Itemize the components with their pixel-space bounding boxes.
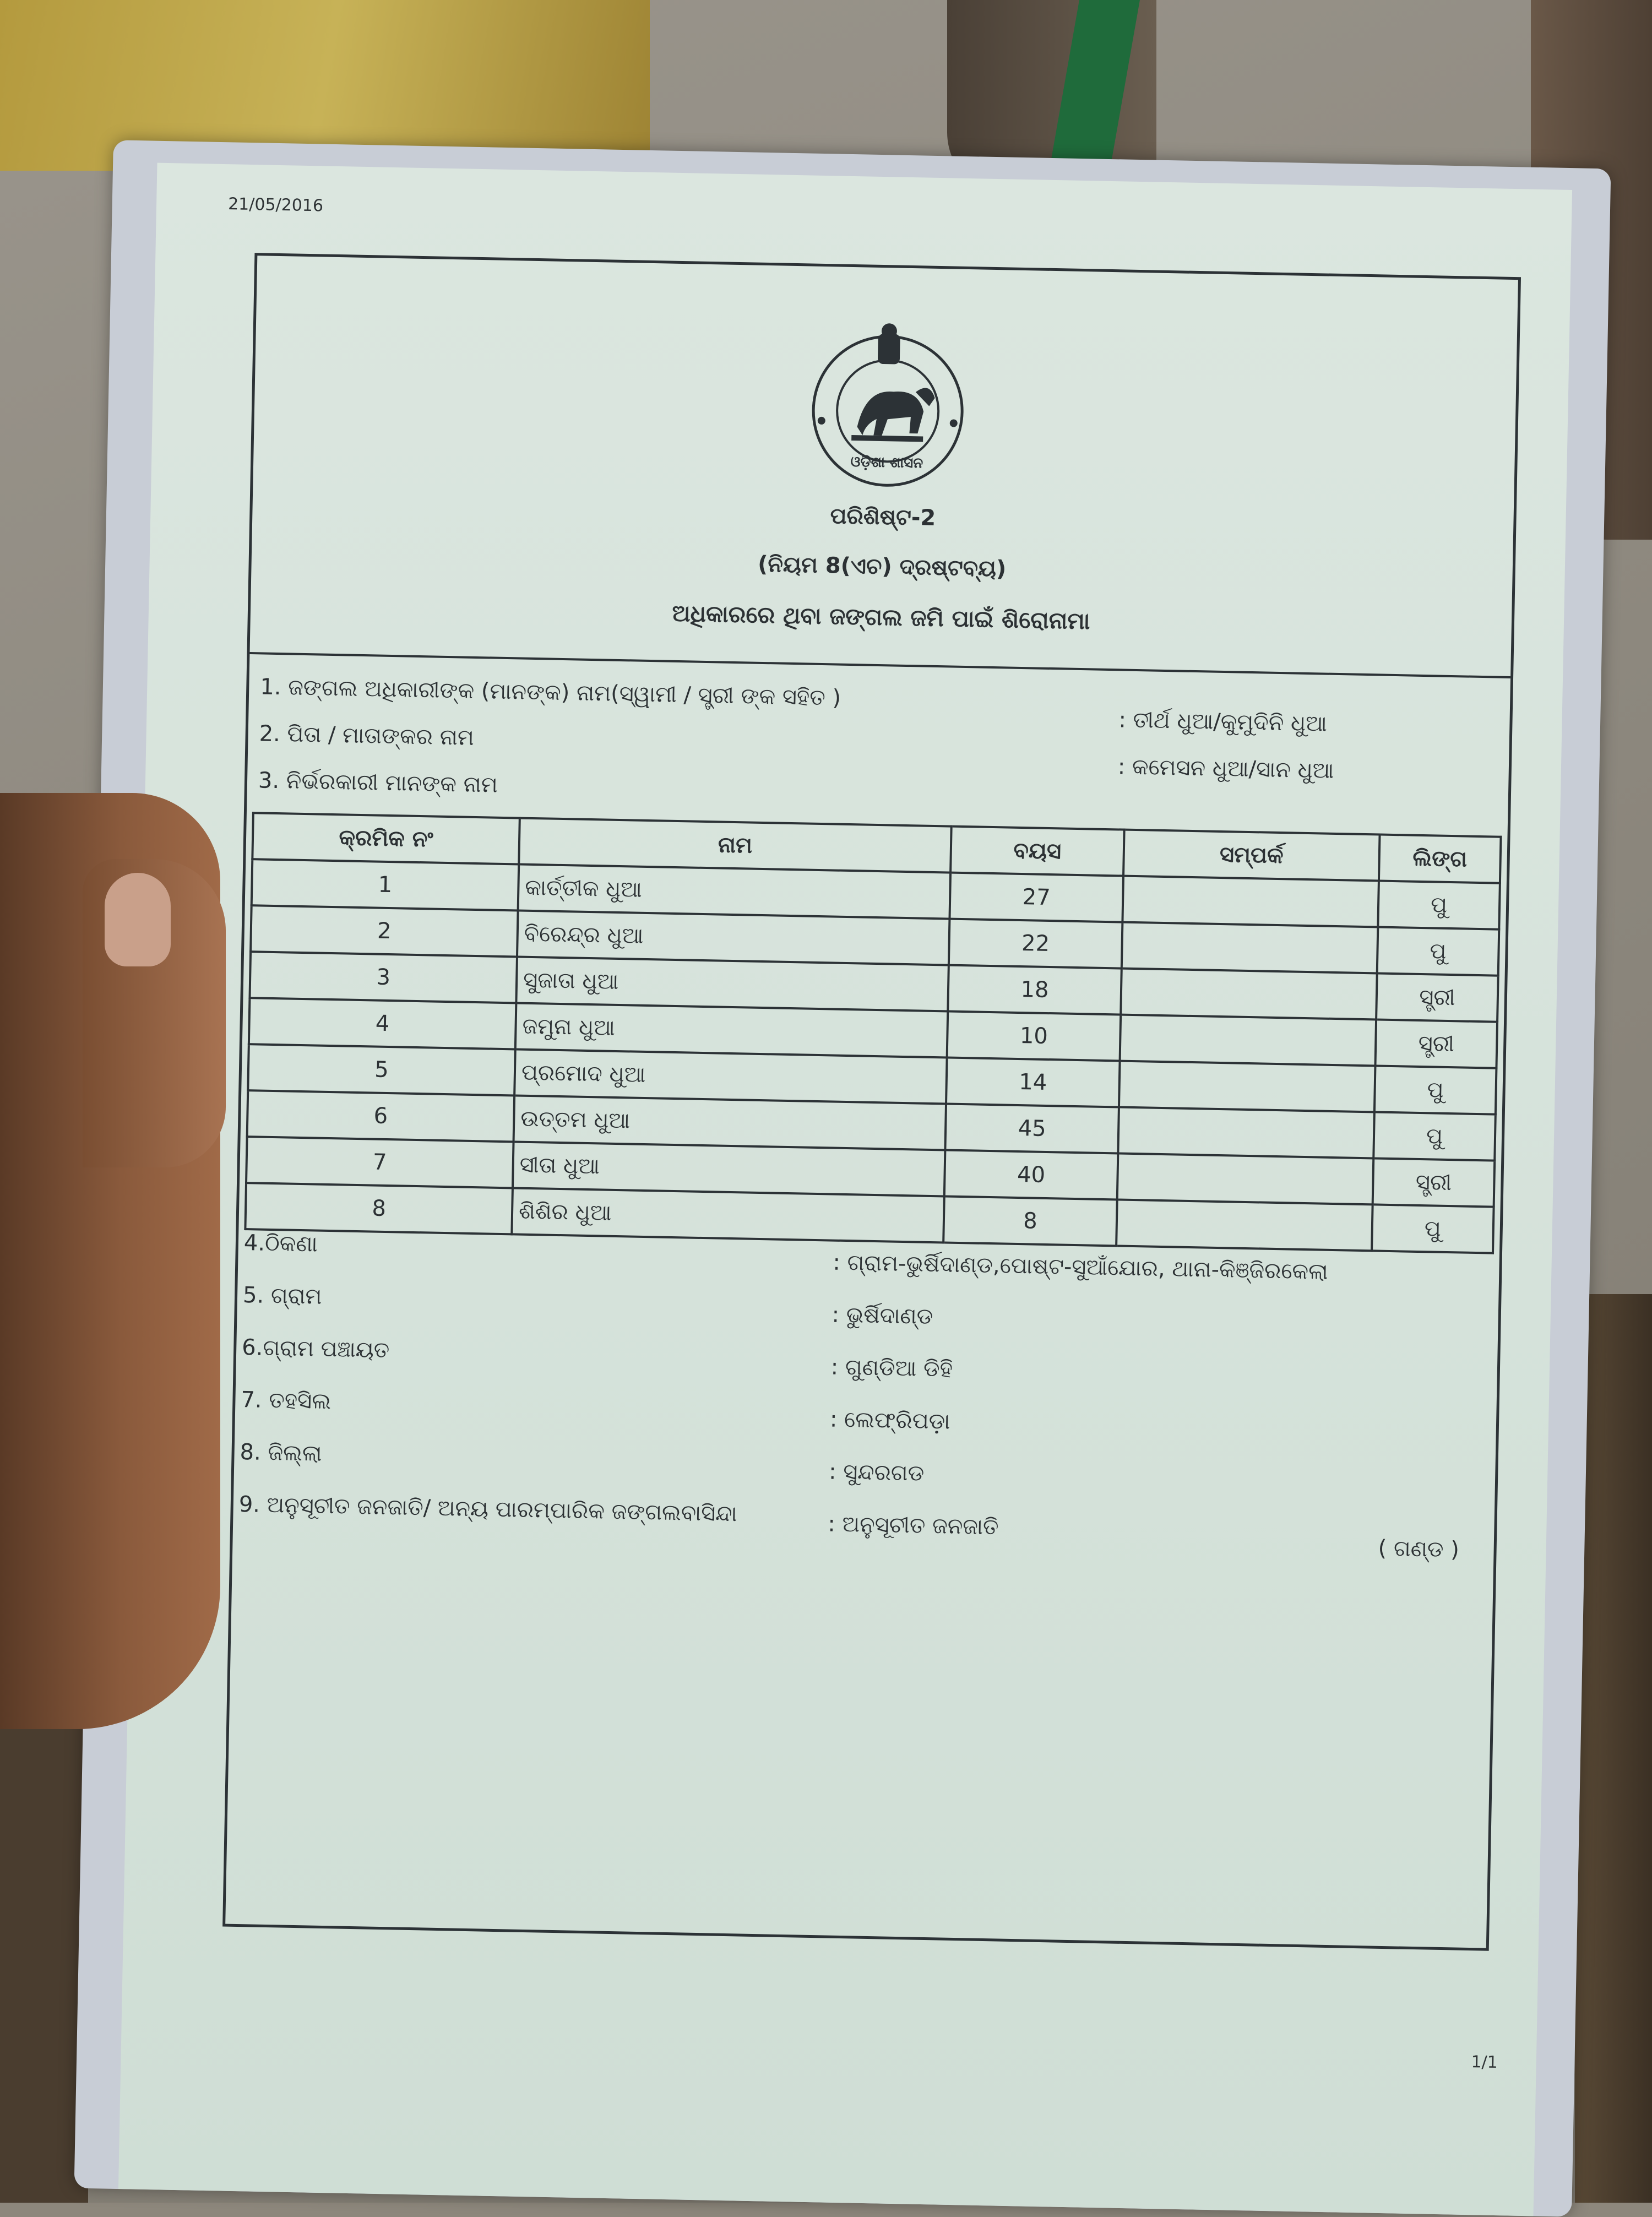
cell-name: ସୀତା ଧୁଆ: [513, 1142, 945, 1196]
cell-name: ପ୍ରମୋଦ ଧୁଆ: [514, 1049, 947, 1104]
field-3-label: 3. ନିର୍ଭରକାରୀ ମାନଙ୍କ ନାମ: [258, 768, 498, 798]
cell-sex: ପୁ: [1373, 1112, 1496, 1160]
field-8-label: 8. ଜିଲ୍ଲା: [240, 1439, 322, 1466]
field-6-label: 6.ଗ୍ରାମ ପଞ୍ଚାୟତ: [241, 1335, 390, 1363]
document-frame: [222, 253, 1521, 1951]
cell-age: 8: [943, 1196, 1117, 1246]
cell-serial: 2: [251, 905, 518, 957]
page-number: 1/1: [1471, 2052, 1498, 2073]
cell-sex: ପୁ: [1378, 881, 1500, 929]
cell-serial: 1: [252, 859, 519, 910]
cell-age: 22: [949, 919, 1123, 969]
cell-age: 45: [945, 1104, 1119, 1153]
field-1-label: 1. ଜଙ୍ଗଲ ଅଧିକାରୀଙ୍କ (ମାନଙ୍କ) ନାମ(ସ୍ୱାମୀ / ସ୍ତ୍ରୀ ଙ୍କ ସହିତ ): [259, 674, 841, 711]
header-sex: ଲିଙ୍ଗ: [1379, 835, 1501, 883]
cell-relation: [1116, 1199, 1373, 1251]
cell-name: ଉତ୍ତମ ଧୁଆ: [514, 1095, 946, 1150]
header-serial: କ୍ରମିକ ନଂ: [252, 813, 520, 864]
cell-sex: ସ୍ତ୍ରୀ: [1376, 973, 1498, 1021]
cell-relation: [1120, 1015, 1377, 1066]
cell-name: ଜମୁନା ଧୁଆ: [515, 1003, 948, 1057]
emblem-text-bottom: ଓଡ଼ିଶା ଶାସନ: [850, 453, 923, 472]
field-4-value: : ଗ୍ରାମ-ଭୁର୍ଷିଦାଣ୍ଡ,ପୋଷ୍ଟ-ସୁଆଁଯୋର, ଥାନା-କିଞ୍ଜିରକେଲା: [833, 1249, 1329, 1285]
document-page: [118, 163, 1572, 2216]
cell-name: କାର୍ତ୍ତୀକ ଧୁଆ: [518, 865, 950, 919]
header-age: ବୟସ: [950, 827, 1124, 876]
cell-relation: [1121, 969, 1377, 1020]
thumbnail: [105, 873, 171, 966]
cell-age: 14: [946, 1058, 1120, 1107]
cell-sex: ପୁ: [1377, 927, 1499, 975]
cell-sex: ପୁ: [1372, 1204, 1494, 1253]
field-2-value: : କମେସନ ଧୁଆ/ସାନ ଧୁଆ: [1117, 754, 1334, 784]
tribe-note: ( ଗଣ୍ଡ ): [1378, 1535, 1460, 1563]
cell-relation: [1119, 1061, 1376, 1112]
cell-relation: [1122, 922, 1378, 974]
field-2-label: 2. ପିତା / ମାତାଙ୍କର ନାମ: [259, 721, 475, 751]
cell-age: 18: [948, 965, 1122, 1015]
cell-relation: [1122, 876, 1379, 927]
field-9-label: 9. ଅନୁସୂଚୀତ ଜନଜାତି/ ଅନ୍ୟ ପାରମ୍ପାରିକ ଜଙ୍ଗଲବାସିନ୍ଦା: [238, 1491, 738, 1527]
dependents-table: [244, 812, 1502, 1254]
cell-name: ସୁଜାତା ଧୁଆ: [516, 957, 948, 1011]
field-1-value: : ତୀର୍ଥ ଧୁଆ/କୁମୁଦିନି ଧୁଆ: [1118, 707, 1328, 737]
header-name: ନାମ: [519, 818, 951, 873]
cell-relation: [1118, 1107, 1374, 1159]
cell-serial: 4: [249, 998, 517, 1049]
field-6-value: : ଗୁଣ୍ଡିଆ ଡିହି: [830, 1354, 953, 1382]
field-4-label: 4.ଠିକଣା: [243, 1230, 318, 1257]
cell-sex: ସ୍ତ୍ରୀ: [1375, 1019, 1497, 1068]
cell-serial: 8: [245, 1183, 513, 1234]
cell-age: 40: [944, 1150, 1118, 1199]
header-divider: [249, 652, 1510, 678]
cell-serial: 5: [248, 1044, 515, 1095]
field-5-value: : ଭୁର୍ଷିଦାଣ୍ଡ: [832, 1302, 933, 1330]
cell-sex: ସ୍ତ୍ରୀ: [1373, 1158, 1495, 1207]
cell-relation: [1117, 1153, 1374, 1204]
cell-serial: 7: [246, 1137, 514, 1188]
cell-sex: ପୁ: [1374, 1066, 1497, 1114]
field-7-value: : ଲେଫ୍ରିପଡ଼ା: [829, 1406, 950, 1434]
field-7-label: 7. ତହସିଲ: [241, 1387, 332, 1415]
cell-serial: 3: [249, 952, 517, 1003]
header-relation: ସମ୍ପର୍କ: [1123, 830, 1380, 881]
cell-name: ବିରେନ୍ଦ୍ର ଧୁଆ: [517, 910, 949, 965]
print-date: 21/05/2016: [227, 194, 324, 216]
odisha-state-emblem-icon: [803, 321, 972, 490]
document-title: ଅଧିକାରରେ ଥିବା ଜଙ୍ଗଲ ଜମି ପାଇଁ ଶିରୋନାମା: [672, 599, 1090, 635]
field-8-value: : ସୁନ୍ଦରଗଡ: [828, 1459, 925, 1486]
cell-age: 27: [949, 873, 1123, 922]
cell-serial: 6: [247, 1090, 515, 1142]
field-5-label: 5. ଗ୍ରାମ: [242, 1283, 322, 1309]
annexure-title: ପରିଶିଷ୍ଟ-2: [830, 503, 936, 531]
cell-name: ଶିଶିର ଧୁଆ: [512, 1188, 944, 1242]
cell-age: 10: [947, 1012, 1121, 1061]
rule-reference: (ନିୟମ 8(ଏଚ) ଦ୍ରଷ୍ଟବ୍ୟ): [757, 551, 1007, 582]
field-9-value: : ଅନୁସୂଚୀତ ଜନଜାତି: [827, 1511, 999, 1540]
